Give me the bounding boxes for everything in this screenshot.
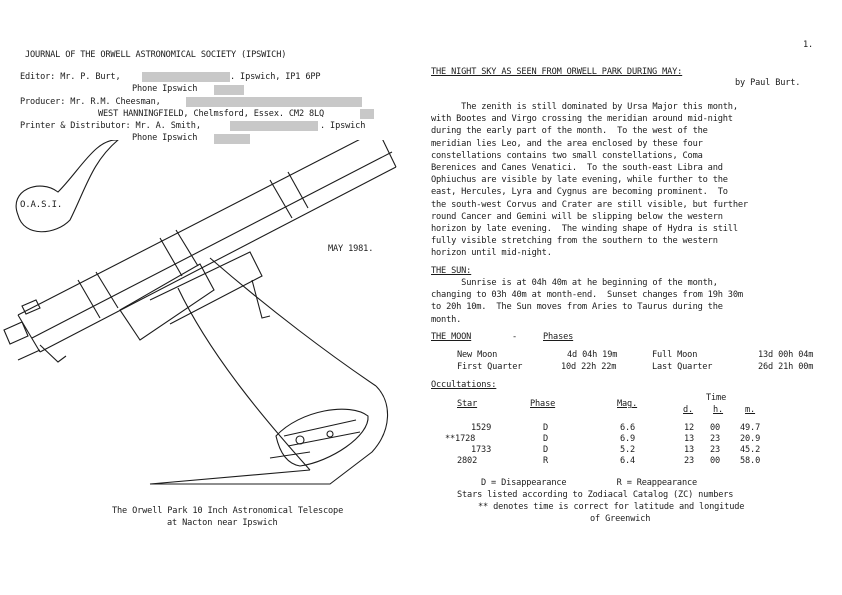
illustration-caption: at Nacton near Ipswich bbox=[167, 518, 278, 528]
col-header-m: m. bbox=[745, 405, 756, 415]
cell-d: 13 bbox=[684, 434, 695, 444]
col-header-star: Star bbox=[457, 399, 478, 409]
phase-time: 26d 21h 00m bbox=[758, 362, 814, 372]
cell-h: 00 bbox=[710, 456, 721, 466]
cell-phase: D bbox=[543, 445, 549, 455]
cell-star: **1728 bbox=[445, 434, 476, 444]
logo-outline bbox=[16, 140, 118, 232]
sun-heading: THE SUN: bbox=[431, 266, 472, 276]
editor-line: Editor: Mr. P. Burt, bbox=[20, 72, 121, 82]
phase-time: 4d 04h 19m bbox=[567, 350, 618, 360]
producer-line: Producer: Mr. R.M. Cheesman, bbox=[20, 97, 161, 107]
cell-star: 1733 bbox=[471, 445, 492, 455]
cell-mag: 6.4 bbox=[620, 456, 636, 466]
cell-phase: D bbox=[543, 434, 549, 444]
moon-dash: - bbox=[512, 332, 518, 342]
footnote: of Greenwich bbox=[590, 514, 651, 524]
cell-m: 58.0 bbox=[740, 456, 761, 466]
text-line: during the early part of the month. To the west of the bbox=[431, 126, 708, 137]
text-line: round Cancer and Gemini will be slipping below the western bbox=[431, 211, 723, 222]
cell-h: 23 bbox=[710, 434, 721, 444]
phase-time: 10d 22h 22m bbox=[561, 362, 617, 372]
cell-m: 45.2 bbox=[740, 445, 761, 455]
text-line: constellations contains two small constellations, Coma bbox=[431, 150, 703, 161]
logo-text: O.A.S.I. bbox=[20, 200, 63, 210]
telescope-illustration bbox=[0, 140, 420, 500]
text-line: the south-west Corvus and Crater are still visible, but further bbox=[431, 199, 748, 210]
text-line: fully visible stretching from the southern to the western bbox=[431, 236, 718, 247]
cell-phase: R bbox=[543, 456, 549, 466]
text-line: Ophiuchus are visible by late evening, while further to the bbox=[431, 175, 728, 186]
editor-phone: Phone Ipswich bbox=[132, 84, 198, 94]
moon-heading: THE MOON bbox=[431, 332, 472, 342]
text-line: east, Hercules, Lyra and Cygnus are becoming prominent. To bbox=[431, 187, 728, 198]
printer-address-tail: . Ipswich bbox=[320, 121, 366, 131]
cell-d: 12 bbox=[684, 423, 695, 433]
col-header-mag: Mag. bbox=[617, 399, 638, 409]
redacted-phone bbox=[214, 85, 244, 95]
text-line: with Bootes and Virgo crossing the meridian around mid-night bbox=[431, 114, 733, 125]
cell-m: 49.7 bbox=[740, 423, 761, 433]
page-number: 1. bbox=[803, 40, 814, 50]
printer-phone: Phone Ipswich bbox=[132, 133, 198, 143]
phases-heading: Phases bbox=[543, 332, 574, 342]
cell-d: 13 bbox=[684, 445, 695, 455]
phase-legend: D = Disappearance R = Reappearance bbox=[481, 478, 698, 488]
redacted-postcode bbox=[360, 109, 374, 119]
text-line: meridian lies Leo, and the area enclosed by these four bbox=[431, 138, 703, 149]
cell-star: 1529 bbox=[471, 423, 492, 433]
cell-mag: 5.2 bbox=[620, 445, 636, 455]
text-line: to 20h 10m. The Sun moves from Aries to Taurus during the bbox=[431, 302, 723, 313]
phase-name: First Quarter bbox=[457, 362, 523, 372]
cell-mag: 6.6 bbox=[620, 423, 636, 433]
occultations-heading: Occultations: bbox=[431, 380, 497, 390]
col-header-h: h. bbox=[713, 405, 724, 415]
redacted-address bbox=[186, 97, 362, 107]
footnote: Stars listed according to Zodiacal Catalog (ZC) numbers bbox=[457, 490, 734, 500]
article-heading: THE NIGHT SKY AS SEEN FROM ORWELL PARK DURING MAY: bbox=[431, 67, 683, 77]
article-byline: by Paul Burt. bbox=[735, 78, 801, 88]
cell-h: 23 bbox=[710, 445, 721, 455]
text-line: horizon by late evening. The winding shape of Hydra is still bbox=[431, 224, 738, 234]
text-line: changing to 03h 40m at month-end. Sunset changes from 19h 30m bbox=[431, 290, 743, 301]
printer-line: Printer & Distributor: Mr. A. Smith, bbox=[20, 121, 201, 131]
cell-h: 00 bbox=[710, 423, 721, 433]
cell-phase: D bbox=[543, 423, 549, 433]
telescope-tube bbox=[18, 140, 378, 315]
cell-star: 2802 bbox=[457, 456, 478, 466]
phase-name: Last Quarter bbox=[652, 362, 713, 372]
cell-m: 20.9 bbox=[740, 434, 761, 444]
text-line: Sunrise is at 04h 40m at he beginning of the month, bbox=[431, 278, 718, 288]
footnote: ** denotes time is correct for latitude and longitude bbox=[478, 502, 745, 512]
phase-name: New Moon bbox=[457, 350, 498, 360]
col-header-phase: Phase bbox=[530, 399, 556, 409]
issue-date: MAY 1981. bbox=[328, 244, 374, 254]
editor-address-tail: . Ipswich, IP1 6PP bbox=[230, 72, 321, 82]
cell-d: 23 bbox=[684, 456, 695, 466]
phase-name: Full Moon bbox=[652, 350, 698, 360]
text-line: The zenith is still dominated by Ursa Major this month, bbox=[431, 102, 738, 112]
text-line: month. bbox=[431, 314, 462, 325]
text-line: Berenices and Canes Venatici. To the south-east Libra and bbox=[431, 163, 723, 173]
pier bbox=[178, 288, 310, 470]
cell-mag: 6.9 bbox=[620, 434, 636, 444]
col-header-time: Time bbox=[706, 393, 727, 403]
redacted-address bbox=[230, 121, 318, 131]
producer-address: WEST HANNINGFIELD, Chelmsford, Essex. CM2 8LQ bbox=[98, 109, 325, 119]
journal-title: JOURNAL OF THE ORWELL ASTRONOMICAL SOCIETY (IPSWICH) bbox=[25, 50, 287, 60]
redacted-address bbox=[142, 72, 230, 82]
illustration-caption: The Orwell Park 10 Inch Astronomical Telescope bbox=[112, 506, 344, 516]
text-line: horizon until mid-night. bbox=[431, 248, 552, 259]
col-header-d: d. bbox=[683, 405, 694, 415]
phase-time: 13d 00h 04m bbox=[758, 350, 814, 360]
